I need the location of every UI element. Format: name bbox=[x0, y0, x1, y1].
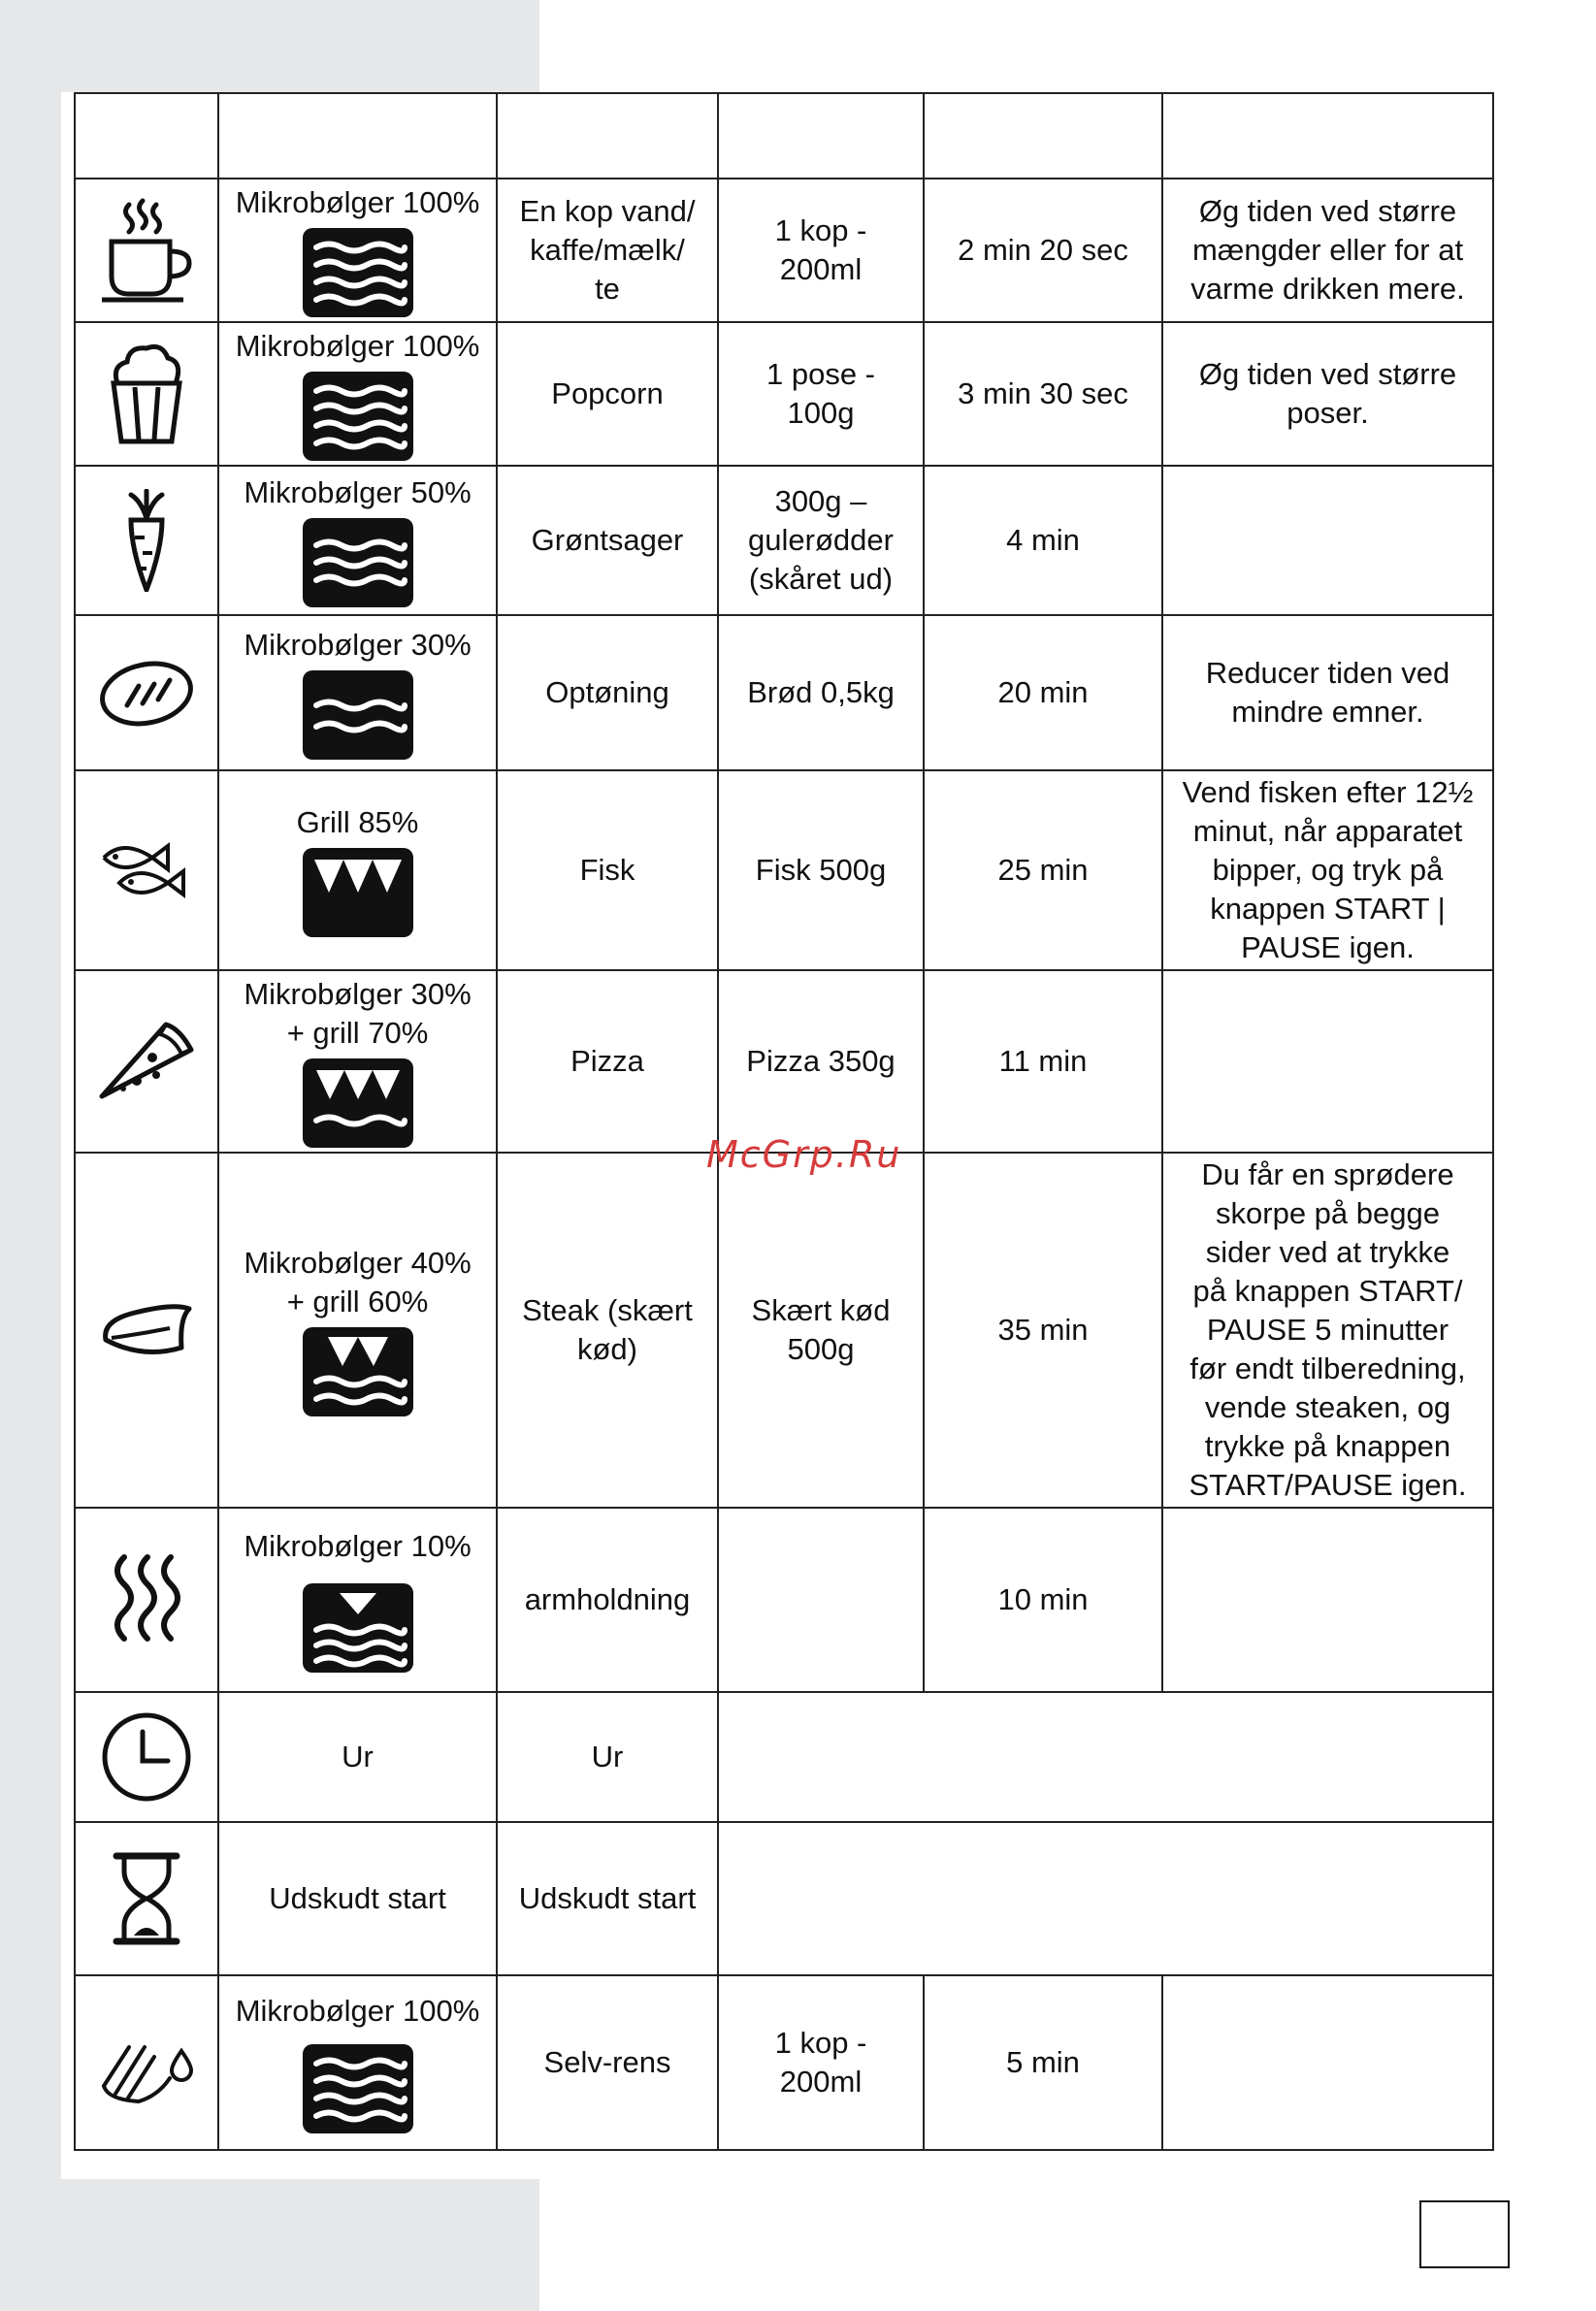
table-row bbox=[75, 770, 1493, 970]
mode-label: Mikrobølger 30% bbox=[244, 628, 472, 662]
microwave-3-waves-icon bbox=[303, 518, 413, 607]
header-cell bbox=[718, 93, 924, 179]
food-icon-cell bbox=[75, 1508, 218, 1692]
table-header-row bbox=[75, 93, 1493, 179]
food-icon-cell bbox=[75, 466, 218, 615]
hourglass-icon bbox=[111, 1850, 182, 1947]
food-icon-cell bbox=[75, 1692, 218, 1822]
mode-label: Mikrobølger 100% bbox=[235, 329, 480, 363]
note-cell bbox=[1162, 1975, 1493, 2150]
time-cell: 20 min bbox=[924, 615, 1162, 770]
time-cell: 5 min bbox=[924, 1975, 1162, 2150]
mode-label: Mikrobølger 30% + grill 70% bbox=[244, 977, 472, 1050]
mode-cell bbox=[218, 770, 497, 970]
microwave-4-waves-icon bbox=[303, 372, 413, 461]
program-cell: Steak (skært kød) bbox=[497, 1153, 718, 1508]
program-cell: Ur bbox=[497, 1692, 718, 1822]
time-cell: 2 min 20 sec bbox=[924, 179, 1162, 322]
mode-cell bbox=[218, 1153, 497, 1508]
mode-cell bbox=[218, 615, 497, 770]
note-cell: Vend fisken efter 12½ minut, når apparatet bipper, og tryk på knappen START | PAUSE igen. bbox=[1162, 770, 1493, 970]
table-row bbox=[75, 1822, 1493, 1975]
table-row bbox=[75, 466, 1493, 615]
table-row bbox=[75, 179, 1493, 322]
food-icon-cell bbox=[75, 1975, 218, 2150]
combi-30-70-icon bbox=[303, 1058, 413, 1148]
mode-cell bbox=[218, 466, 497, 615]
quantity-cell: 1 kop - 200ml bbox=[718, 179, 924, 322]
mode-label: Mikrobølger 50% bbox=[244, 475, 472, 509]
header-cell bbox=[924, 93, 1162, 179]
mode-label: Udskudt start bbox=[269, 1881, 446, 1915]
mode-cell bbox=[218, 179, 497, 322]
quantity-cell: Pizza 350g bbox=[718, 970, 924, 1153]
quantity-cell bbox=[718, 1508, 924, 1692]
program-cell: Pizza bbox=[497, 970, 718, 1153]
program-cell: Udskudt start bbox=[497, 1822, 718, 1975]
time-cell: 10 min bbox=[924, 1508, 1162, 1692]
food-icon-cell bbox=[75, 970, 218, 1153]
note-cell: Øg tiden ved større poser. bbox=[1162, 322, 1493, 466]
food-icon-cell bbox=[75, 1153, 218, 1508]
header-cell bbox=[1162, 93, 1493, 179]
warm-icon bbox=[105, 1553, 188, 1646]
bread-icon bbox=[98, 657, 195, 729]
food-icon-cell bbox=[75, 322, 218, 466]
steak-icon bbox=[100, 1301, 193, 1359]
mode-cell bbox=[218, 970, 497, 1153]
time-cell: 35 min bbox=[924, 1153, 1162, 1508]
food-icon-cell bbox=[75, 1822, 218, 1975]
mode-cell bbox=[218, 1692, 497, 1822]
program-cell: Grøntsager bbox=[497, 466, 718, 615]
program-cell: En kop vand/ kaffe/mælk/ te bbox=[497, 179, 718, 322]
page-number-box bbox=[1419, 2200, 1510, 2268]
quantity-cell: 1 pose - 100g bbox=[718, 322, 924, 466]
microwave-4-waves-icon bbox=[303, 2044, 413, 2133]
food-icon-cell bbox=[75, 615, 218, 770]
food-icon-cell bbox=[75, 770, 218, 970]
mode-cell bbox=[218, 1975, 497, 2150]
table-row bbox=[75, 970, 1493, 1153]
microwave-2-waves-icon bbox=[303, 670, 413, 760]
time-cell: 11 min bbox=[924, 970, 1162, 1153]
watermark: McGrp.Ru bbox=[706, 1133, 902, 1176]
note-cell bbox=[1162, 970, 1493, 1153]
keep-warm-icon bbox=[303, 1583, 413, 1673]
cup-icon bbox=[100, 197, 193, 304]
food-icon-cell bbox=[75, 179, 218, 322]
header-cell bbox=[75, 93, 218, 179]
quantity-cell: 1 kop - 200ml bbox=[718, 1975, 924, 2150]
popcorn-icon bbox=[108, 341, 185, 447]
fish-icon bbox=[100, 836, 193, 904]
mode-label: Ur bbox=[342, 1740, 374, 1774]
note-cell: Øg tiden ved større mængder eller for at varme drikken mere. bbox=[1162, 179, 1493, 322]
note-cell: Du får en sprødere skorpe på begge sider ved at trykke på knappen START/ PAUSE 5 minutter før endt tilberedning, vende steaken, og trykke på knappen START/PAUSE igen. bbox=[1162, 1153, 1493, 1508]
pizza-icon bbox=[98, 1021, 195, 1102]
quantity-cell: 300g – gulerødder (skåret ud) bbox=[718, 466, 924, 615]
empty-merged-cell bbox=[718, 1822, 1493, 1975]
grill-icon bbox=[303, 848, 413, 937]
mode-cell bbox=[218, 322, 497, 466]
quantity-cell: Fisk 500g bbox=[718, 770, 924, 970]
time-cell: 25 min bbox=[924, 770, 1162, 970]
quantity-cell: Brød 0,5kg bbox=[718, 615, 924, 770]
header-cell bbox=[218, 93, 497, 179]
table-row bbox=[75, 322, 1493, 466]
program-cell: armholdning bbox=[497, 1508, 718, 1692]
empty-merged-cell bbox=[718, 1692, 1493, 1822]
time-cell: 3 min 30 sec bbox=[924, 322, 1162, 466]
table-row bbox=[75, 1153, 1493, 1508]
mode-label: Grill 85% bbox=[296, 805, 419, 839]
mode-cell bbox=[218, 1508, 497, 1692]
page-margin-left bbox=[0, 0, 61, 2311]
note-cell bbox=[1162, 466, 1493, 615]
combi-40-60-icon bbox=[303, 1327, 413, 1416]
program-cell: Fisk bbox=[497, 770, 718, 970]
clock-icon bbox=[100, 1710, 193, 1804]
quantity-cell: Skært kød 500g bbox=[718, 1153, 924, 1508]
program-cell: Popcorn bbox=[497, 322, 718, 466]
header-cell bbox=[497, 93, 718, 179]
page-margin-top bbox=[0, 0, 539, 92]
self-clean-icon bbox=[98, 2022, 195, 2103]
mode-label: Mikrobølger 40% + grill 60% bbox=[244, 1246, 472, 1318]
mode-label: Mikrobølger 100% bbox=[235, 1994, 480, 2028]
table-row bbox=[75, 1975, 1493, 2150]
mode-cell bbox=[218, 1822, 497, 1975]
mode-label: Mikrobølger 100% bbox=[235, 185, 480, 219]
table-row bbox=[75, 1508, 1493, 1692]
program-table bbox=[74, 92, 1494, 2151]
mode-label: Mikrobølger 10% bbox=[244, 1529, 472, 1563]
page-margin-bottom bbox=[0, 2179, 539, 2311]
carrot-icon bbox=[117, 489, 176, 592]
time-cell: 4 min bbox=[924, 466, 1162, 615]
note-cell bbox=[1162, 1508, 1493, 1692]
program-cell: Selv-rens bbox=[497, 1975, 718, 2150]
microwave-4-waves-icon bbox=[303, 228, 413, 317]
table-row bbox=[75, 615, 1493, 770]
table-row bbox=[75, 1692, 1493, 1822]
program-cell: Optøning bbox=[497, 615, 718, 770]
note-cell: Reducer tiden ved mindre emner. bbox=[1162, 615, 1493, 770]
